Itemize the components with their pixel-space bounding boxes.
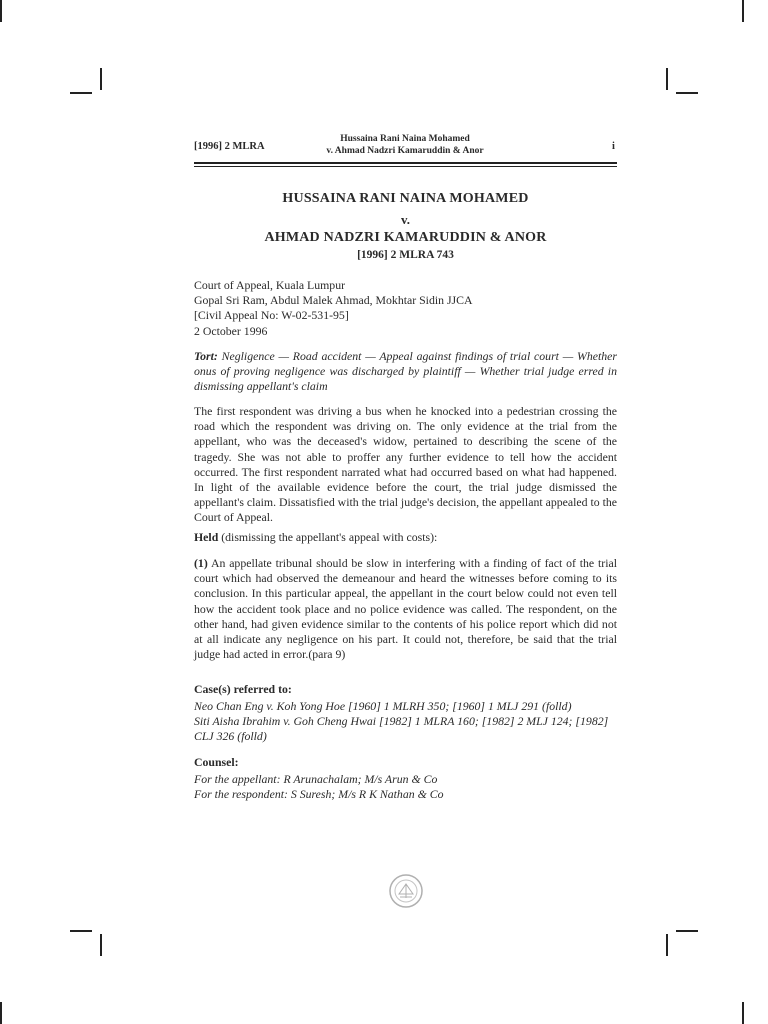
crop-mark [0,1002,2,1024]
court-date: 2 October 1996 [194,323,268,338]
crop-mark [742,1002,744,1024]
case-item: Neo Chan Eng v. Koh Yong Hoe [1960] 1 MLRH 350; [1960] 1 MLJ 291 (folld) [194,699,572,713]
header-page-number: i [612,141,615,152]
crop-mark [742,0,744,22]
holding-1-text: An appellate tribunal should be slow in interfering with a finding of fact of the trial court which had observed the demeanour and heard the witnesses before coming to its conclusion. In this particular appeal, the appellant in the court below could not even tell how the accident took place and no police evidence was called. The respondent, on the other hand, had given evidence similar to the contents of his police report which did not at all indicate any negligence on his part. It could not, therefore, be said that the trial judge had acted in error.(para 9) [194,556,617,662]
case-item: Siti Aisha Ibrahim v. Goh Cheng Hwai [1982] 1 MLRA 160; [1982] 2 MLJ 124; [1982] CLJ 326 (folld) [194,714,609,744]
catchwords [194,349,617,395]
court-judges: Gopal Sri Ram, Abdul Malek Ahmad, Mokhtar Sidin JJCA [194,293,473,308]
crop-mark [100,68,102,90]
court-appeal-no: [Civil Appeal No: W-02-531-95] [194,308,349,323]
court-name: Court of Appeal, Kuala Lumpur [194,278,346,292]
crop-mark [676,930,698,932]
held-text: (dismissing the appellant's appeal with costs): [218,530,438,544]
title-citation: [1996] 2 MLRA 743 [357,249,454,261]
held-label: Held [194,530,219,544]
holding-1-number: (1) [194,556,208,570]
cases-heading: Case(s) referred to: [194,682,292,696]
counsel-heading: Counsel: [194,755,239,769]
title-plaintiff: HUSSAINA RANI NAINA MOHAMED [282,191,529,206]
court-seal-icon [388,873,424,909]
crop-mark [666,68,668,90]
court-details [194,278,617,339]
header-parties [280,133,530,157]
cases-list [194,699,617,745]
crop-mark [70,930,92,932]
header-rule-thick [194,162,617,164]
crop-mark [100,934,102,956]
case-summary: The first respondent was driving a bus when he knocked into a pedestrian crossing the road which the respondent was driving on. The only evidence at the trial from the appellant, who was the deceased's widow, pertained to describing the scene of the tragedy. She was not able to proffer any further evidence to tell how the accident occurred. The first respondent narrated what had occurred based on what had happened. In light of the available evidence before the court, the trial judge dismissed the appellant's claim. Dissatisfied with the trial judge's decision, the appellant appealed to the Court of Appeal. [194,404,617,525]
held-line [194,530,617,545]
header-parties-line1: Hussaina Rani Naina Mohamed [340,134,470,144]
crop-mark [676,92,698,94]
header-citation: [1996] 2 MLRA [194,141,265,152]
counsel-item: For the respondent: S Suresh; M/s R K Nathan & Co [194,787,444,802]
catchwords-text: Negligence — Road accident — Appeal against findings of trial court — Whether onus of proving negligence was discharged by plaintiff — Whether trial judge erred in dismissing appellant's claim [194,349,617,394]
header-rule-thin [194,166,617,167]
catchwords-label: Tort: [194,349,218,363]
counsel-list [194,772,617,802]
header-parties-line2: v. Ahmad Nadzri Kamaruddin & Anor [326,146,484,156]
title-versus: v. [400,212,411,227]
holding-1 [194,556,617,662]
counsel-item: For the appellant: R Arunachalam; M/s Arun & Co [194,772,438,786]
title-defendant: AHMAD NADZRI KAMARUDDIN & ANOR [264,230,547,245]
crop-mark [0,0,2,22]
crop-mark [666,934,668,956]
crop-mark [70,92,92,94]
